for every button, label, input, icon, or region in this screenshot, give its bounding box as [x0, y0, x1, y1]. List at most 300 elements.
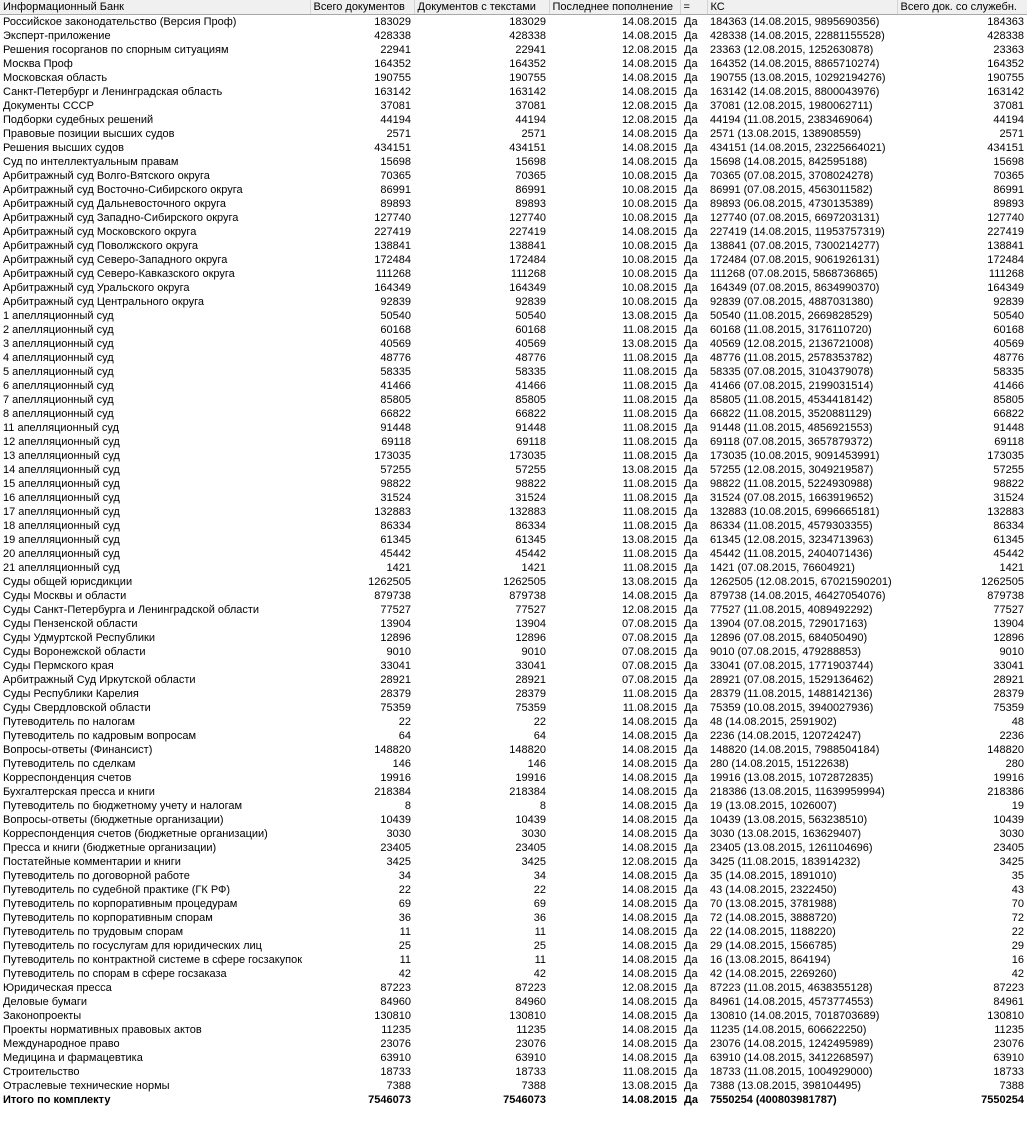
last-update-cell: 11.08.2015	[622, 436, 677, 448]
docs-with-texts-cell: 69118	[516, 436, 546, 448]
column-header-equal[interactable]: =	[680, 0, 707, 15]
table-row[interactable]	[0, 57, 1027, 71]
total-docs-cell: 130810	[374, 1010, 411, 1022]
docs-with-texts-cell: 130810	[509, 1010, 546, 1022]
table-row[interactable]	[0, 351, 1027, 365]
ks-cell: 23076 (14.08.2015, 1242495989)	[710, 1038, 874, 1050]
total-with-service-cell: 57255	[993, 464, 1024, 476]
table-row[interactable]	[0, 939, 1027, 953]
table-row[interactable]	[0, 253, 1027, 267]
table-row[interactable]	[0, 589, 1027, 603]
ks-cell: 72 (14.08.2015, 3888720)	[710, 912, 837, 924]
table-row[interactable]	[0, 127, 1027, 141]
equal-flag-cell: Да	[684, 898, 698, 910]
docs-with-texts-cell: 64	[533, 730, 546, 742]
total-label: Итого по комплекту	[3, 1094, 111, 1106]
equal-flag-cell: Да	[684, 548, 698, 560]
last-update-cell: 13.08.2015	[621, 464, 677, 476]
total-row	[0, 1093, 1027, 1107]
ks-cell: 87223 (11.08.2015, 4638355128)	[710, 982, 873, 994]
total-with-service-cell: 42	[1011, 968, 1024, 980]
table-row[interactable]	[0, 757, 1027, 771]
table-row[interactable]	[0, 925, 1027, 939]
bank-name-cell: Путеводитель по трудовым спорам	[3, 926, 184, 938]
bank-name-cell: Эксперт-приложение	[3, 30, 111, 42]
table-row[interactable]	[0, 883, 1027, 897]
last-update-cell: 14.08.2015	[621, 814, 677, 826]
ks-cell: 879738 (14.08.2015, 46427054076)	[710, 590, 886, 602]
last-update-cell: 11.08.2015	[622, 394, 677, 406]
docs-with-texts-cell: 61345	[515, 534, 546, 546]
last-update-cell: 12.08.2015	[621, 114, 677, 126]
table-row[interactable]	[0, 771, 1027, 785]
ks-cell: 164349 (07.08.2015, 8634990370)	[710, 282, 880, 294]
bank-name-cell: Суд по интеллектуальным правам	[3, 156, 179, 168]
total-docs-cell: 7388	[386, 1080, 411, 1092]
bank-name-cell: Арбитражный суд Западно-Сибирского округа	[3, 212, 239, 224]
equal-flag-cell: Да	[684, 702, 698, 714]
table-row[interactable]	[0, 547, 1027, 561]
table-row[interactable]	[0, 953, 1027, 967]
table-row[interactable]	[0, 715, 1027, 729]
table-row[interactable]	[0, 659, 1027, 673]
bank-name-cell: Корреспонденция счетов	[3, 772, 132, 784]
last-update-cell: 12.08.2015	[621, 982, 677, 994]
equal-flag-cell: Да	[684, 604, 698, 616]
table-row[interactable]	[0, 155, 1027, 169]
table-row[interactable]	[0, 197, 1027, 211]
total-docs-cell: 28921	[380, 674, 411, 686]
ks-cell: 148820 (14.08.2015, 7988504184)	[710, 744, 880, 756]
total-docs-cell: 69118	[381, 436, 411, 448]
table-row[interactable]	[0, 239, 1027, 253]
total-docs-value: 7546073	[368, 1094, 411, 1106]
ks-cell: 84961 (14.08.2015, 4573774553)	[710, 996, 874, 1008]
total-with-service-cell: 132883	[987, 506, 1024, 518]
total-docs-cell: 11	[399, 926, 411, 938]
total-docs-cell: 879738	[374, 590, 411, 602]
last-update-cell: 14.08.2015	[621, 16, 677, 28]
ks-cell: 138841 (07.08.2015, 7300214277)	[710, 240, 880, 252]
docs-with-texts-cell: 22941	[515, 44, 546, 56]
table-row[interactable]	[0, 267, 1027, 281]
docs-with-texts-cell: 86334	[515, 520, 546, 532]
total-with-service-cell: 22	[1011, 926, 1024, 938]
table-row[interactable]	[0, 421, 1027, 435]
equal-flag-cell: Да	[684, 562, 698, 574]
ks-cell: 89893 (06.08.2015, 4730135389)	[710, 198, 874, 210]
equal-flag-cell: Да	[684, 282, 698, 294]
total-docs-cell: 138841	[374, 240, 411, 252]
docs-with-texts-cell: 7388	[521, 1080, 546, 1092]
bank-name-cell: Суды Воронежской области	[3, 646, 146, 658]
table-row[interactable]	[0, 645, 1027, 659]
equal-flag-cell: Да	[684, 44, 698, 56]
total-with-service-cell: 87223	[993, 982, 1024, 994]
total-with-service-cell: 19916	[993, 772, 1024, 784]
table-row[interactable]	[0, 43, 1027, 57]
last-update-cell: 07.08.2015	[621, 674, 677, 686]
bank-name-cell: 17 апелляционный суд	[3, 506, 120, 518]
table-row[interactable]	[0, 365, 1027, 379]
table-row[interactable]	[0, 561, 1027, 575]
total-with-service-cell: 879738	[987, 590, 1024, 602]
total-docs-cell: 69	[398, 898, 411, 910]
table-row[interactable]	[0, 813, 1027, 827]
total-with-service-cell: 9010	[999, 646, 1024, 658]
bank-name-cell: Москва Проф	[3, 58, 73, 70]
equal-flag-cell: Да	[684, 940, 698, 952]
bank-name-cell: 16 апелляционный суд	[3, 492, 120, 504]
total-with-service-cell: 66822	[993, 408, 1024, 420]
total-docs-cell: 3030	[386, 828, 411, 840]
bank-name-cell: Суды Пермского края	[3, 660, 114, 672]
table-row[interactable]	[0, 967, 1027, 981]
table-row[interactable]	[0, 295, 1027, 309]
last-update-cell: 14.08.2015	[621, 30, 677, 42]
table-row[interactable]	[0, 981, 1027, 995]
ks-cell: 58335 (07.08.2015, 3104379078)	[710, 366, 874, 378]
ks-cell: 173035 (10.08.2015, 9091453991)	[710, 450, 880, 462]
table-row[interactable]	[0, 211, 1027, 225]
last-update-cell: 11.08.2015	[622, 422, 677, 434]
docs-with-texts-cell: 218384	[509, 786, 546, 798]
table-row[interactable]	[0, 1037, 1027, 1051]
docs-with-texts-cell: 37081	[515, 100, 546, 112]
bank-name-cell: Юридическая пресса	[3, 982, 112, 994]
ks-cell: 86991 (07.08.2015, 4563011582)	[710, 184, 873, 196]
table-row[interactable]	[0, 533, 1027, 547]
total-docs-cell: 45442	[380, 548, 411, 560]
ks-cell: 40569 (12.08.2015, 2136721008)	[710, 338, 874, 350]
total-with-service-cell: 63910	[993, 1052, 1024, 1064]
total-with-service-cell: 37081	[993, 100, 1024, 112]
ks-cell: 33041 (07.08.2015, 1771903744)	[710, 660, 874, 672]
total-docs-cell: 1421	[386, 562, 411, 574]
ks-cell: 35 (14.08.2015, 1891010)	[710, 870, 837, 882]
table-row[interactable]	[0, 869, 1027, 883]
bank-name-cell: Проекты нормативных правовых актов	[3, 1024, 202, 1036]
ks-cell: 70365 (07.08.2015, 3708024278)	[710, 170, 874, 182]
bank-name-cell: Подборки судебных решений	[3, 114, 154, 126]
last-update-cell: 11.08.2015	[622, 450, 677, 462]
equal-flag-cell: Да	[684, 786, 698, 798]
table-row[interactable]	[0, 729, 1027, 743]
docs-with-texts-cell: 132883	[509, 506, 546, 518]
last-update-cell: 14.08.2015	[621, 926, 677, 938]
ks-cell: 428338 (14.08.2015, 22881155528)	[710, 30, 885, 42]
bank-name-cell: Санкт-Петербург и Ленинградская область	[3, 86, 223, 98]
last-update-cell: 13.08.2015	[621, 338, 677, 350]
table-row[interactable]	[0, 29, 1027, 43]
total-docs-cell: 34	[398, 870, 411, 882]
total-docs-cell: 434151	[374, 142, 411, 154]
table-row[interactable]	[0, 687, 1027, 701]
total-docs-cell: 2571	[386, 128, 411, 140]
ks-cell: 61345 (12.08.2015, 3234713963)	[710, 534, 874, 546]
last-update-cell: 14.08.2015	[621, 940, 677, 952]
total-docs-cell: 40569	[380, 338, 411, 350]
total-docs-cell: 9010	[386, 646, 411, 658]
equal-flag-cell: Да	[684, 758, 698, 770]
bank-name-cell: Вопросы-ответы (бюджетные организации)	[3, 814, 224, 826]
total-with-service-cell: 85805	[993, 394, 1024, 406]
table-row[interactable]	[0, 785, 1027, 799]
column-header-total-with-service[interactable]: Всего док. со служебн.	[897, 0, 1027, 15]
total-with-service-cell: 18733	[993, 1066, 1024, 1078]
bank-name-cell: Путеводитель по кадровым вопросам	[3, 730, 197, 742]
table-row[interactable]	[0, 505, 1027, 519]
table-row[interactable]	[0, 701, 1027, 715]
docs-with-texts-cell: 9010	[521, 646, 546, 658]
table-row[interactable]	[0, 575, 1027, 589]
equal-flag-cell: Да	[684, 310, 698, 322]
docs-with-texts-cell: 42	[533, 968, 546, 980]
table-row[interactable]	[0, 673, 1027, 687]
equal-flag-cell: Да	[684, 800, 698, 812]
table-row[interactable]	[0, 337, 1027, 351]
last-update-cell: 10.08.2015	[621, 198, 677, 210]
bank-name-cell: Суды Свердловской области	[3, 702, 151, 714]
total-with-service-cell: 40569	[993, 338, 1024, 350]
column-header-last-update[interactable]: Последнее пополнение	[549, 0, 680, 15]
bank-name-cell: Вопросы-ответы (Финансист)	[3, 744, 153, 756]
docs-with-texts-cell: 879738	[509, 590, 546, 602]
equal-flag-cell: Да	[684, 1038, 698, 1050]
table-row[interactable]	[0, 71, 1027, 85]
total-last-update-value: 14.08.2015	[621, 1094, 677, 1106]
last-update-cell: 11.08.2015	[622, 1066, 677, 1078]
table-row[interactable]	[0, 323, 1027, 337]
table-row[interactable]	[0, 1065, 1027, 1079]
total-with-service-cell: 11235	[994, 1024, 1024, 1036]
last-update-cell: 10.08.2015	[621, 184, 677, 196]
total-docs-cell: 28379	[380, 688, 411, 700]
table-row[interactable]	[0, 1079, 1027, 1093]
total-with-service-cell: 77527	[993, 604, 1024, 616]
table-row[interactable]	[0, 995, 1027, 1009]
header-row	[0, 0, 1027, 15]
total-docs-cell: 164349	[374, 282, 411, 294]
equal-flag-cell: Да	[684, 170, 698, 182]
table-row[interactable]	[0, 435, 1027, 449]
table-row[interactable]	[0, 519, 1027, 533]
last-update-cell: 12.08.2015	[621, 100, 677, 112]
ks-cell: 31524 (07.08.2015, 1663919652)	[710, 492, 874, 504]
ks-cell: 13904 (07.08.2015, 729017163)	[710, 618, 868, 630]
total-docs-cell: 1262505	[368, 576, 411, 588]
last-update-cell: 14.08.2015	[621, 1052, 677, 1064]
equal-flag-cell: Да	[684, 870, 698, 882]
column-header-total-docs[interactable]: Всего документов	[310, 0, 414, 15]
equal-flag-cell: Да	[684, 716, 698, 728]
total-docs-cell: 61345	[380, 534, 411, 546]
total-with-service-cell: 130810	[987, 1010, 1024, 1022]
total-docs-cell: 70365	[380, 170, 411, 182]
docs-with-texts-cell: 22	[533, 716, 546, 728]
table-row[interactable]	[0, 631, 1027, 645]
total-docs-cell: 89893	[380, 198, 411, 210]
docs-with-texts-cell: 28379	[515, 688, 546, 700]
table-row[interactable]	[0, 393, 1027, 407]
table-row[interactable]	[0, 281, 1027, 295]
table-row[interactable]	[0, 169, 1027, 183]
last-update-cell: 14.08.2015	[621, 870, 677, 882]
equal-flag-cell: Да	[684, 506, 698, 518]
last-update-cell: 14.08.2015	[621, 898, 677, 910]
docs-with-texts-cell: 92839	[515, 296, 546, 308]
total-docs-cell: 63910	[380, 1052, 411, 1064]
bank-name-cell: Арбитражный суд Волго-Вятского округа	[3, 170, 210, 182]
table-row[interactable]	[0, 183, 1027, 197]
total-with-service-cell: 86334	[993, 520, 1024, 532]
ks-cell: 111268 (07.08.2015, 5868736865)	[710, 268, 878, 280]
ks-cell: 11235 (14.08.2015, 606622250)	[710, 1024, 867, 1036]
total-with-service-cell: 184363	[987, 16, 1024, 28]
table-row[interactable]	[0, 379, 1027, 393]
table-row[interactable]	[0, 841, 1027, 855]
total-with-service-cell: 163142	[987, 86, 1024, 98]
equal-flag-cell: Да	[684, 828, 698, 840]
last-update-cell: 14.08.2015	[621, 142, 677, 154]
table-row[interactable]	[0, 309, 1027, 323]
total-docs-cell: 91448	[380, 422, 411, 434]
total-texts-value: 7546073	[503, 1094, 546, 1106]
equal-flag-cell: Да	[684, 128, 698, 140]
docs-with-texts-cell: 60168	[515, 324, 546, 336]
ks-cell: 190755 (13.08.2015, 10292194276)	[710, 72, 886, 84]
total-docs-cell: 22	[398, 884, 411, 896]
table-row[interactable]	[0, 897, 1027, 911]
table-row[interactable]	[0, 1051, 1027, 1065]
docs-with-texts-cell: 111268	[510, 268, 546, 280]
last-update-cell: 11.08.2015	[622, 548, 677, 560]
total-docs-cell: 25	[398, 940, 411, 952]
total-docs-cell: 227419	[374, 226, 411, 238]
last-update-cell: 14.08.2015	[621, 730, 677, 742]
equal-flag-cell: Да	[684, 1024, 698, 1036]
total-docs-cell: 132883	[374, 506, 411, 518]
total-docs-cell: 33041	[380, 660, 411, 672]
table-row[interactable]	[0, 477, 1027, 491]
docs-with-texts-cell: 3030	[521, 828, 546, 840]
last-update-cell: 12.08.2015	[621, 856, 677, 868]
ks-cell: 28379 (11.08.2015, 1488142136)	[710, 688, 873, 700]
docs-with-texts-cell: 48776	[515, 352, 546, 364]
table-row[interactable]	[0, 225, 1027, 239]
last-update-cell: 14.08.2015	[621, 156, 677, 168]
equal-flag-cell: Да	[684, 478, 698, 490]
ks-cell: 85805 (11.08.2015, 4534418142)	[710, 394, 873, 406]
table-row[interactable]	[0, 113, 1027, 127]
total-docs-cell: 48776	[380, 352, 411, 364]
bank-name-cell: 13 апелляционный суд	[3, 450, 120, 462]
bank-name-cell: Пресса и книги (бюджетные организации)	[3, 842, 217, 854]
last-update-cell: 07.08.2015	[621, 646, 677, 658]
last-update-cell: 12.08.2015	[621, 44, 677, 56]
bank-name-cell: Путеводитель по корпоративным спорам	[3, 912, 213, 924]
equal-flag-cell: Да	[684, 254, 698, 266]
table-row[interactable]	[0, 407, 1027, 421]
table-row[interactable]	[0, 449, 1027, 463]
total-with-service-cell: 23076	[993, 1038, 1024, 1050]
total-with-service-cell: 72	[1011, 912, 1024, 924]
bank-name-cell: Правовые позиции высших судов	[3, 128, 175, 140]
table-row[interactable]	[0, 85, 1027, 99]
last-update-cell: 14.08.2015	[621, 884, 677, 896]
ks-cell: 2571 (13.08.2015, 138908559)	[710, 128, 862, 140]
table-row[interactable]	[0, 1009, 1027, 1023]
column-header-info-bank[interactable]: Информационный Банк	[0, 0, 310, 15]
bank-name-cell: 14 апелляционный суд	[3, 464, 120, 476]
ks-cell: 1262505 (12.08.2015, 67021590201)	[710, 576, 892, 588]
table-row[interactable]	[0, 491, 1027, 505]
bank-name-cell: 12 апелляционный суд	[3, 436, 120, 448]
bank-name-cell: 21 апелляционный суд	[3, 562, 120, 574]
docs-with-texts-cell: 85805	[515, 394, 546, 406]
last-update-cell: 14.08.2015	[621, 86, 677, 98]
equal-flag-cell: Да	[684, 30, 698, 42]
bank-name-cell: Медицина и фармацевтика	[3, 1052, 143, 1064]
docs-with-texts-cell: 41466	[515, 380, 546, 392]
last-update-cell: 10.08.2015	[621, 282, 677, 294]
table-row[interactable]	[0, 141, 1027, 155]
total-with-service-cell: 86991	[993, 184, 1024, 196]
equal-flag-cell: Да	[684, 464, 698, 476]
total-docs-cell: 23405	[380, 842, 411, 854]
docs-with-texts-cell: 28921	[515, 674, 546, 686]
table-row[interactable]	[0, 911, 1027, 925]
column-header-ks[interactable]: КС	[707, 0, 897, 15]
table-row[interactable]	[0, 463, 1027, 477]
docs-with-texts-cell: 58335	[515, 366, 546, 378]
bank-name-cell: Арбитражный суд Дальневосточного округа	[3, 198, 227, 210]
bank-name-cell: Путеводитель по налогам	[3, 716, 135, 728]
ks-cell: 69118 (07.08.2015, 3657879372)	[710, 436, 873, 448]
docs-with-texts-cell: 172484	[509, 254, 546, 266]
table-row[interactable]	[0, 603, 1027, 617]
total-with-service-cell: 13904	[993, 618, 1024, 630]
docs-with-texts-cell: 164349	[509, 282, 546, 294]
docs-with-texts-cell: 86991	[515, 184, 546, 196]
bank-name-cell: 4 апелляционный суд	[3, 352, 114, 364]
equal-flag-cell: Да	[684, 212, 698, 224]
docs-with-texts-cell: 70365	[515, 170, 546, 182]
table-row[interactable]	[0, 827, 1027, 841]
ks-cell: 1421 (07.08.2015, 76604921)	[710, 562, 855, 574]
equal-flag-cell: Да	[684, 646, 698, 658]
ks-cell: 41466 (07.08.2015, 2199031514)	[710, 380, 874, 392]
bank-name-cell: Путеводитель по судебной практике (ГК РФ)	[3, 884, 231, 896]
equal-flag-cell: Да	[684, 996, 698, 1008]
ks-cell: 218386 (13.08.2015, 11639959994)	[710, 786, 885, 798]
table-row[interactable]	[0, 1023, 1027, 1037]
ks-cell: 15698 (14.08.2015, 842595188)	[710, 156, 868, 168]
table-row[interactable]	[0, 743, 1027, 757]
table-row[interactable]	[0, 855, 1027, 869]
total-with-service-cell: 92839	[993, 296, 1024, 308]
table-row[interactable]	[0, 15, 1027, 30]
table-row[interactable]	[0, 617, 1027, 631]
column-header-docs-with-texts[interactable]: Документов с текстами	[414, 0, 549, 15]
table-row[interactable]	[0, 99, 1027, 113]
ks-cell: 280 (14.08.2015, 15122638)	[710, 758, 849, 770]
last-update-cell: 14.08.2015	[621, 786, 677, 798]
table-row[interactable]	[0, 799, 1027, 813]
last-update-cell: 11.08.2015	[622, 562, 677, 574]
total-with-service-cell: 48776	[993, 352, 1024, 364]
docs-with-texts-cell: 18733	[515, 1066, 546, 1078]
